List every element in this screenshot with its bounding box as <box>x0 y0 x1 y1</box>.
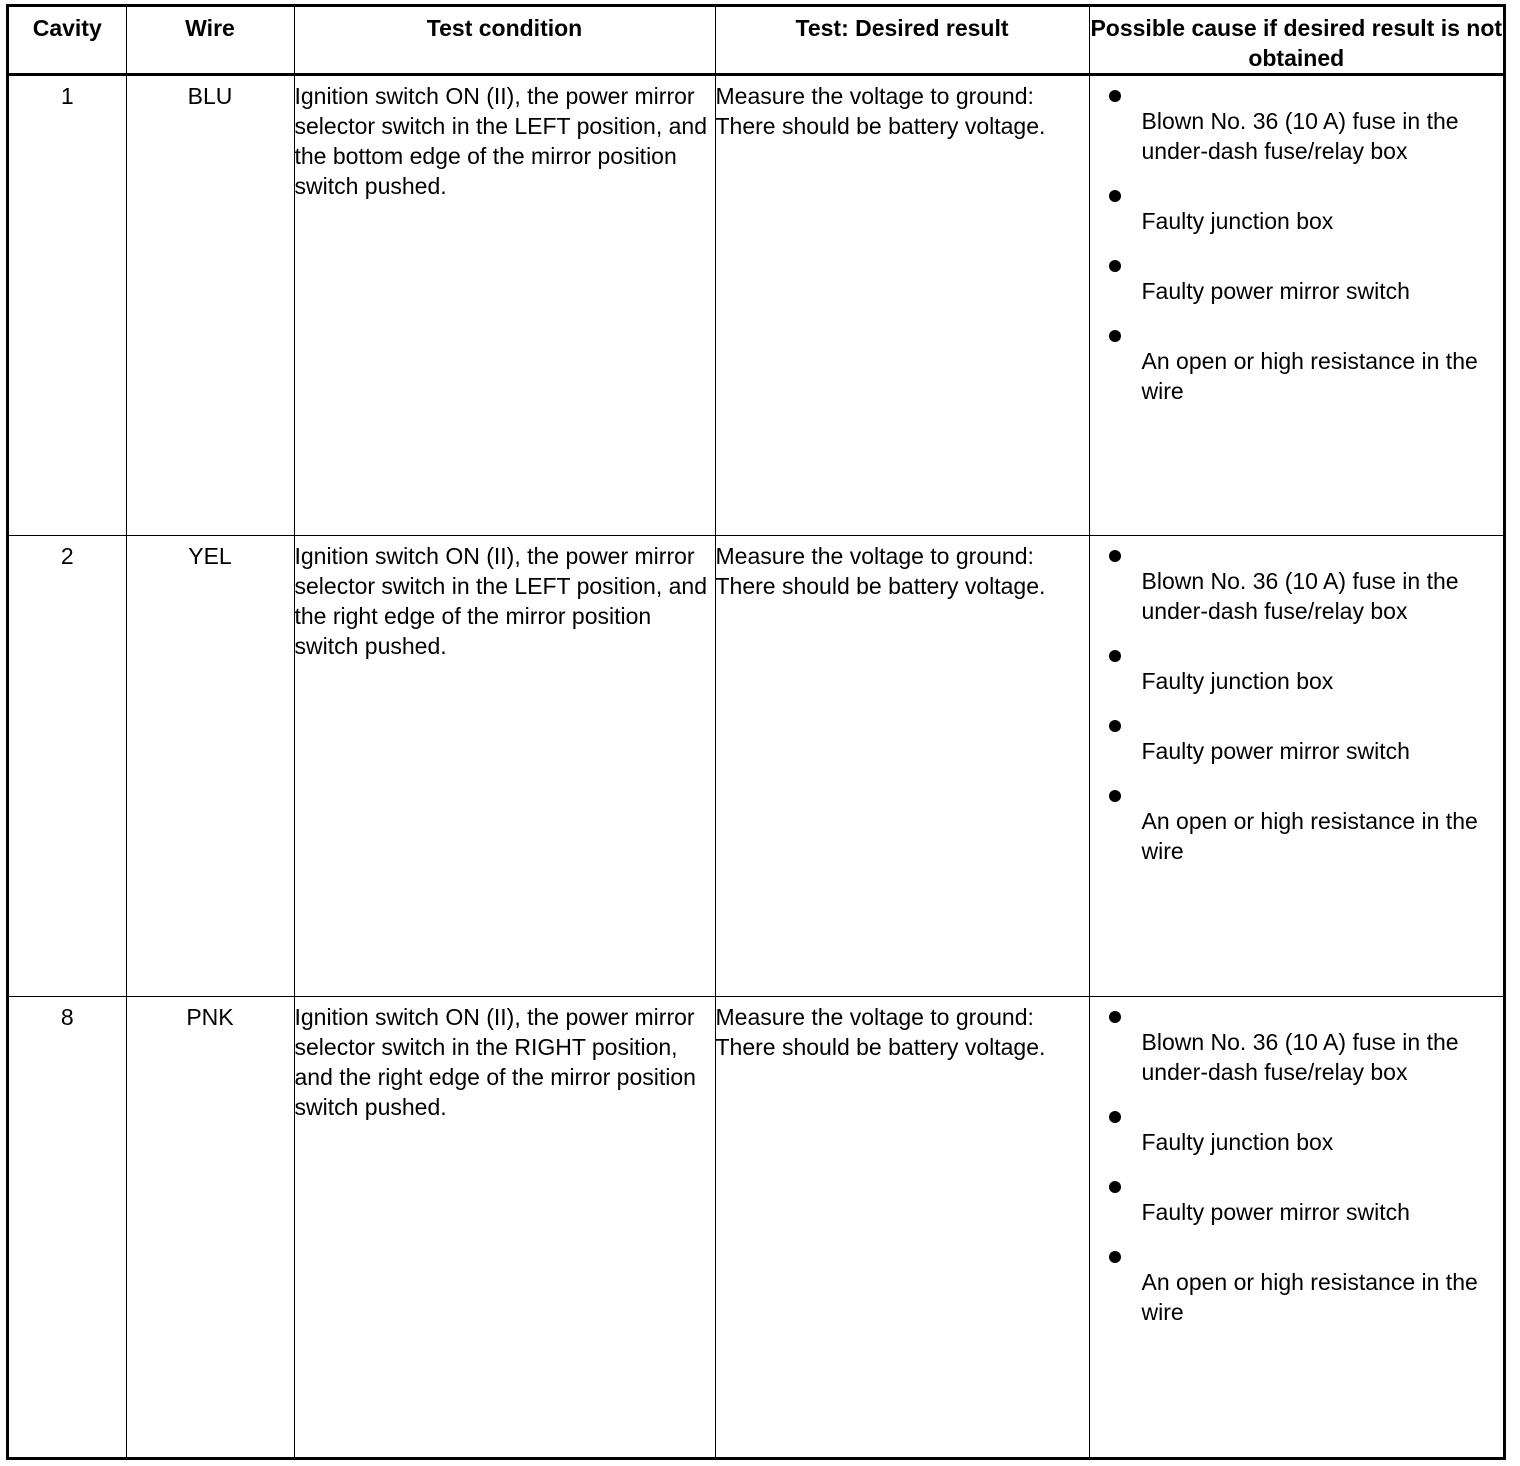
cause-text: Faulty power mirror switch <box>1141 738 1410 764</box>
cavity-cell: 2 <box>9 536 126 997</box>
bullet-icon <box>1109 650 1121 662</box>
cause-item <box>1090 1172 1504 1227</box>
header-cavity: Cavity <box>9 7 126 75</box>
cause-item <box>1090 781 1504 866</box>
cause-item <box>1090 1242 1504 1327</box>
bullet-icon <box>1109 260 1121 272</box>
cause-item <box>1090 1002 1504 1087</box>
cause-text: An open or high resistance in the wire <box>1141 348 1478 404</box>
bullet-icon <box>1109 550 1121 562</box>
cause-item <box>1090 711 1504 766</box>
troubleshooting-table-frame <box>6 4 1506 1460</box>
cause-item <box>1090 251 1504 306</box>
cause-text: An open or high resistance in the wire <box>1141 1269 1478 1325</box>
troubleshooting-table <box>9 7 1503 1458</box>
bullet-icon <box>1109 1011 1121 1023</box>
header-wire: Wire <box>126 7 294 75</box>
cavity-cell: 8 <box>9 997 126 1458</box>
table-row <box>9 75 1503 536</box>
wire-cell: BLU <box>126 75 294 536</box>
cause-text: Faulty power mirror switch <box>1141 278 1410 304</box>
cause-list <box>1090 81 1504 406</box>
bullet-icon <box>1109 790 1121 802</box>
test-condition-cell: Ignition switch ON (II), the power mirror selector switch in the RIGHT position, and the right edge of the mirror position switch pushed. <box>294 997 715 1458</box>
desired-result-cell: Measure the voltage to ground: There should be battery voltage. <box>715 997 1089 1458</box>
wire-cell: PNK <box>126 997 294 1458</box>
desired-result-cell: Measure the voltage to ground: There should be battery voltage. <box>715 75 1089 536</box>
possible-cause-cell <box>1089 997 1503 1458</box>
desired-result-cell: Measure the voltage to ground: There should be battery voltage. <box>715 536 1089 997</box>
bullet-icon <box>1109 90 1121 102</box>
header-test-condition: Test condition <box>294 7 715 75</box>
cavity-cell: 1 <box>9 75 126 536</box>
cause-text: Faulty power mirror switch <box>1141 1199 1410 1225</box>
cause-text: Faulty junction box <box>1141 208 1334 234</box>
bullet-icon <box>1109 1111 1121 1123</box>
bullet-icon <box>1109 330 1121 342</box>
cause-text: Faulty junction box <box>1141 668 1334 694</box>
bullet-icon <box>1109 190 1121 202</box>
cause-list <box>1090 541 1504 866</box>
cause-item <box>1090 641 1504 696</box>
bullet-icon <box>1109 1251 1121 1263</box>
cause-list <box>1090 1002 1504 1327</box>
table-row <box>9 997 1503 1458</box>
test-condition-cell: Ignition switch ON (II), the power mirror selector switch in the LEFT position, and the right edge of the mirror position switch pushed. <box>294 536 715 997</box>
bullet-icon <box>1109 1181 1121 1193</box>
cause-text: Blown No. 36 (10 A) fuse in the under-dash fuse/relay box <box>1141 1029 1459 1085</box>
cause-text: Blown No. 36 (10 A) fuse in the under-dash fuse/relay box <box>1141 108 1459 164</box>
test-condition-cell: Ignition switch ON (II), the power mirror selector switch in the LEFT position, and the bottom edge of the mirror position switch pushed. <box>294 75 715 536</box>
possible-cause-cell <box>1089 536 1503 997</box>
header-desired-result: Test: Desired result <box>715 7 1089 75</box>
cause-item <box>1090 181 1504 236</box>
table-row <box>9 536 1503 997</box>
header-row <box>9 7 1503 75</box>
bullet-icon <box>1109 720 1121 732</box>
wire-cell: YEL <box>126 536 294 997</box>
cause-item <box>1090 1102 1504 1157</box>
cause-text: Blown No. 36 (10 A) fuse in the under-dash fuse/relay box <box>1141 568 1459 624</box>
cause-item <box>1090 321 1504 406</box>
cause-item <box>1090 541 1504 626</box>
possible-cause-cell <box>1089 75 1503 536</box>
header-possible-cause: Possible cause if desired result is not obtained <box>1089 7 1503 75</box>
cause-text: Faulty junction box <box>1141 1129 1334 1155</box>
cause-text: An open or high resistance in the wire <box>1141 808 1478 864</box>
cause-item <box>1090 81 1504 166</box>
